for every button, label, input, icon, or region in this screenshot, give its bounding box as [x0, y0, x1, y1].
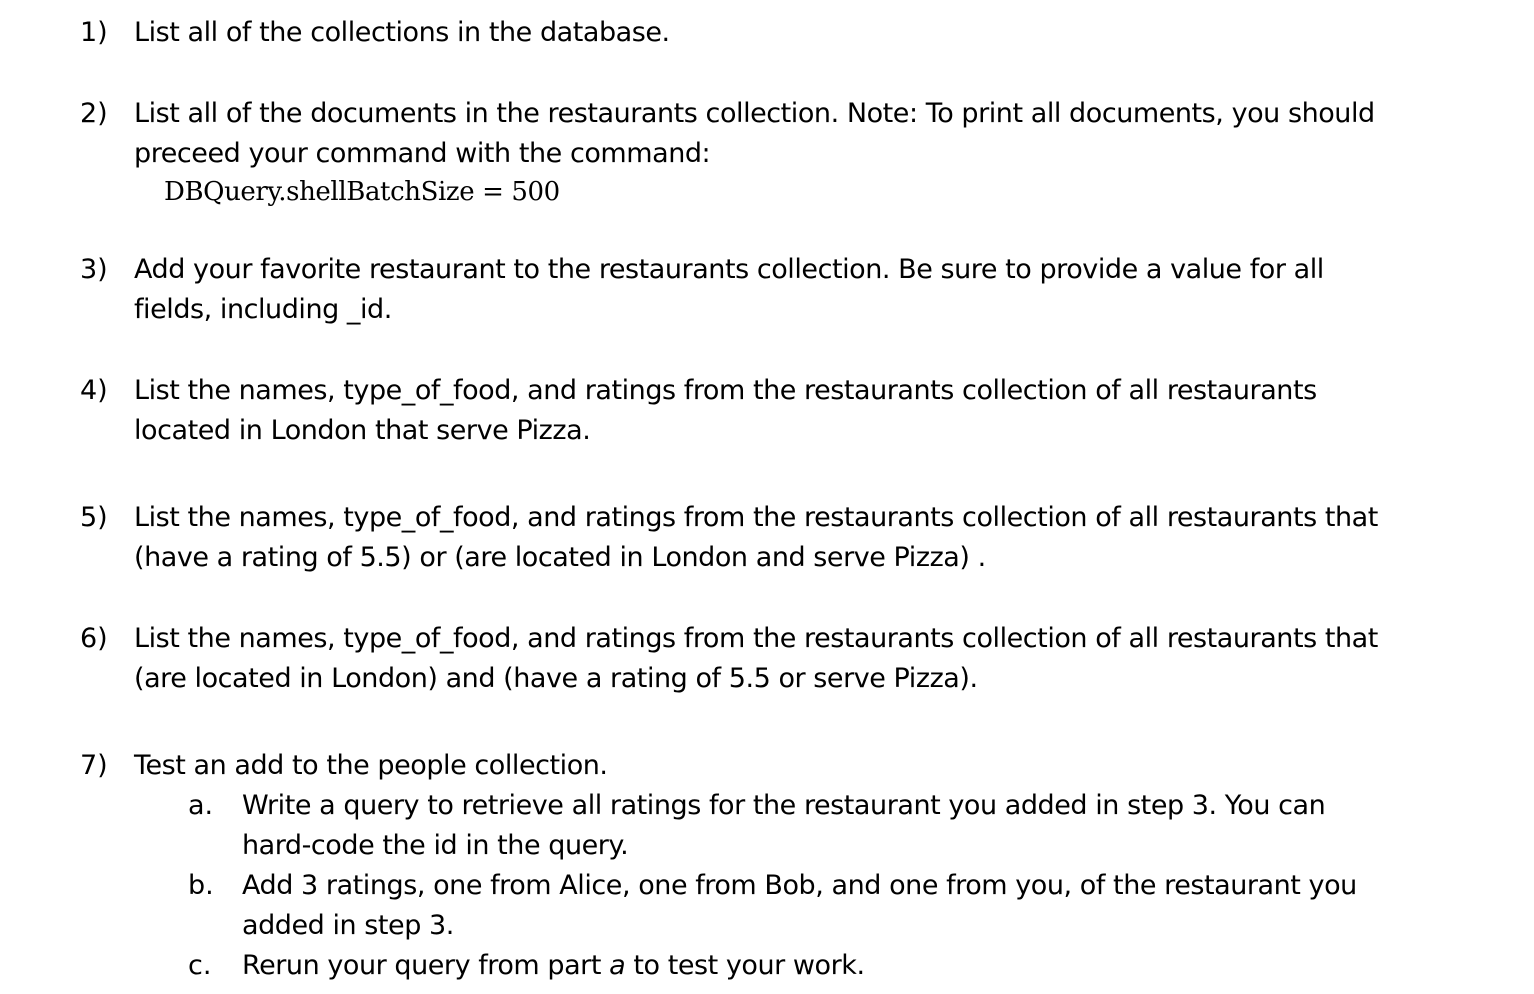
- item-line: fields, including _id.: [134, 294, 392, 325]
- item-text: [134, 619, 1424, 699]
- item-line: located in London that serve Pizza.: [134, 415, 591, 446]
- item-line: List all of the documents in the restaurants collection. Note: To print all documents, you should: [134, 98, 1375, 129]
- item-number: 1): [80, 17, 108, 48]
- sub-item-letter: a.: [188, 790, 214, 821]
- item-line: List the names, type_of_food, and ratings from the restaurants collection of all restaurants: [134, 375, 1317, 406]
- item-number: 2): [80, 98, 108, 129]
- item-line: List the names, type_of_food, and ratings from the restaurants collection of all restaurants that: [134, 623, 1378, 654]
- item-number: 4): [80, 375, 108, 406]
- sub-item-line: Write a query to retrieve all ratings for the restaurant you added in step 3. You can: [242, 790, 1326, 821]
- item-number: 5): [80, 502, 108, 533]
- item-line: List all of the collections in the database.: [134, 17, 670, 48]
- item-line: (are located in London) and (have a rating of 5.5 or serve Pizza).: [134, 663, 978, 694]
- sub-item-text: [242, 786, 1325, 866]
- sub-item-line: hard-code the id in the query.: [242, 830, 629, 861]
- sub-item-line: Add 3 ratings, one from Alice, one from Bob, and one from you, of the restaurant you: [242, 870, 1357, 901]
- sub-item-line: added in step 3.: [242, 910, 454, 941]
- item-number: 7): [80, 750, 108, 781]
- sub-item-text: [242, 866, 1357, 946]
- sub-item-text-emphasis: a: [609, 950, 626, 981]
- sub-item-text: [242, 946, 865, 986]
- sub-item-text-after: to test your work.: [625, 950, 865, 981]
- item-line: Add your favorite restaurant to the restaurants collection. Be sure to provide a value for all: [134, 254, 1324, 285]
- item-line: List the names, type_of_food, and ratings from the restaurants collection of all restaurants that: [134, 502, 1378, 533]
- code-snippet: DBQuery.shellBatchSize = 500: [164, 177, 560, 207]
- item-line: (have a rating of 5.5) or (are located in London and serve Pizza) .: [134, 542, 986, 573]
- sub-item-letter: c.: [188, 950, 212, 981]
- item-text: [134, 746, 1424, 786]
- item-text: [134, 371, 1424, 451]
- item-text: [134, 498, 1424, 578]
- item-line: preceed your command with the command:: [134, 138, 711, 169]
- item-number: 3): [80, 254, 108, 285]
- item-text: [134, 94, 1424, 174]
- sub-item-letter: b.: [188, 870, 214, 901]
- item-line: Test an add to the people collection.: [134, 750, 608, 781]
- item-text: [134, 250, 1424, 330]
- item-number: 6): [80, 623, 108, 654]
- item-text: [134, 13, 1424, 53]
- sub-item-text-before: Rerun your query from part: [242, 950, 610, 981]
